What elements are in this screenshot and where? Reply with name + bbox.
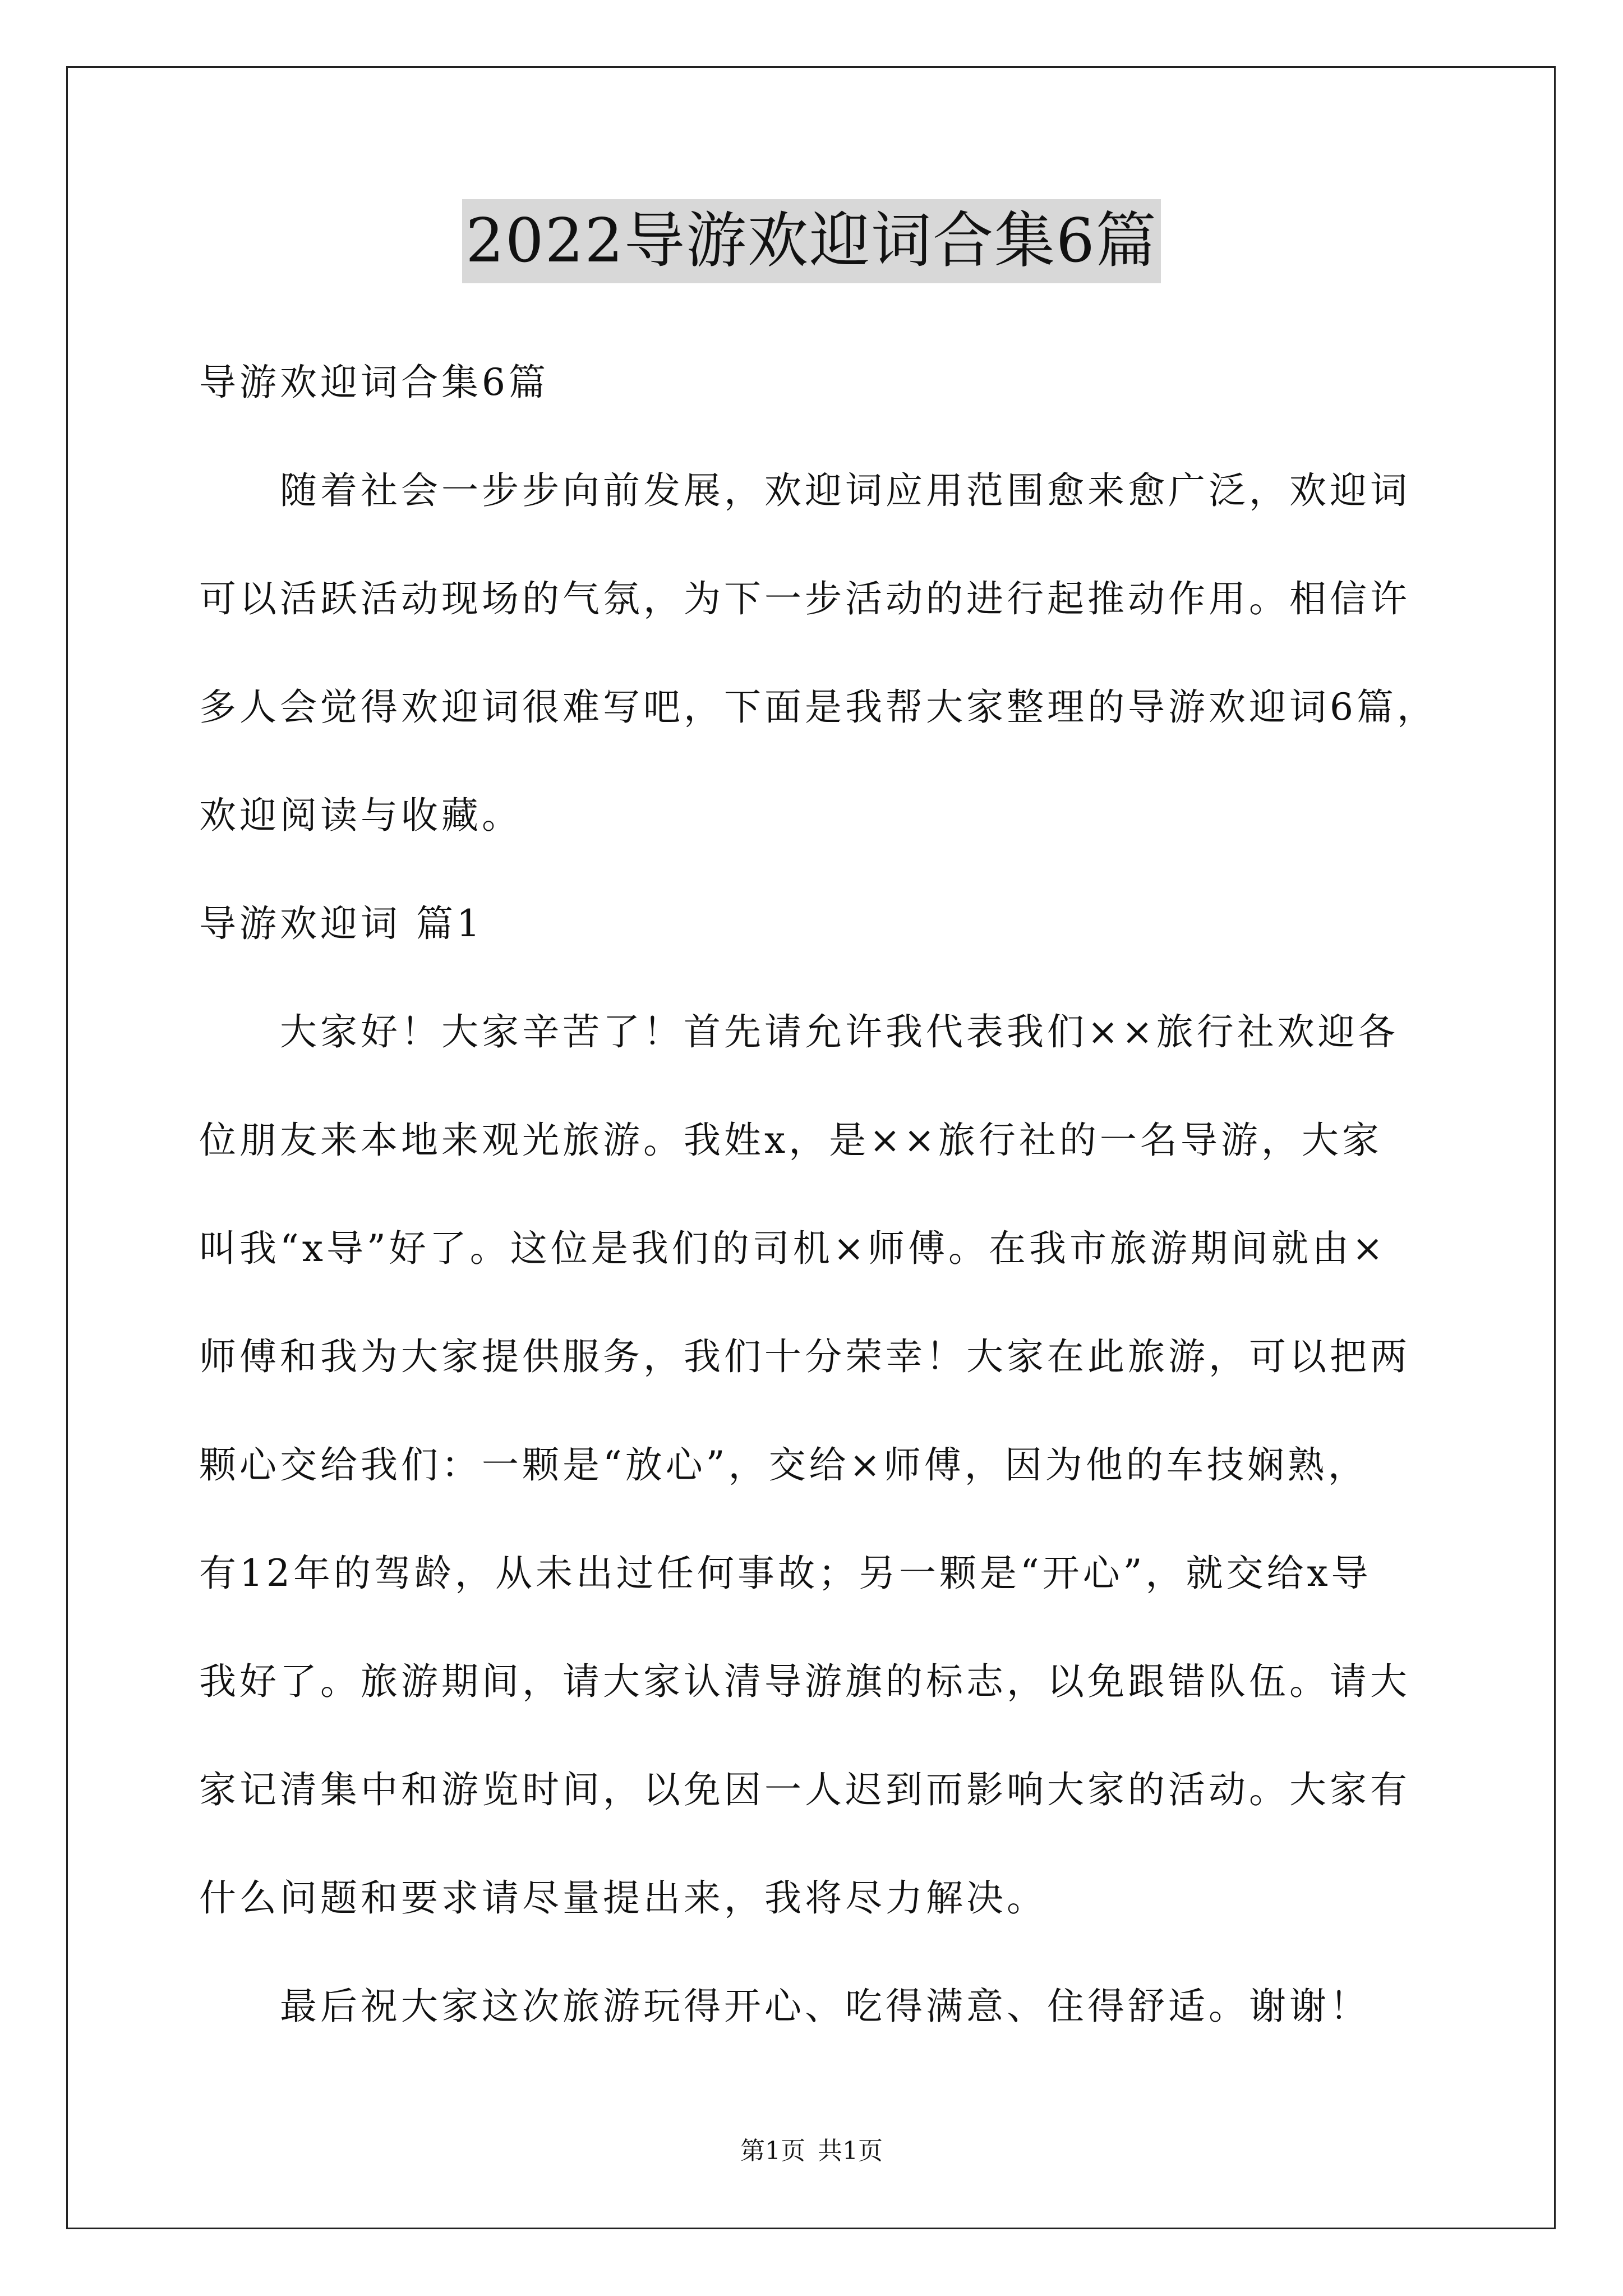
page-total: 共1页 bbox=[818, 2137, 883, 2165]
closing-line: 最后祝大家这次旅游玩得开心、吃得满意、住得舒适。谢谢！ bbox=[280, 1985, 1370, 2028]
body-line-5: 颗心交给我们：一颗是“放心”，交给×师傅，因为他的车技娴熟， bbox=[199, 1443, 1368, 1487]
page-number: 第1页 bbox=[740, 2137, 805, 2165]
section-heading: 导游欢迎词 篇1 bbox=[199, 902, 483, 945]
title-container bbox=[0, 199, 1623, 283]
subtitle: 导游欢迎词合集6篇 bbox=[199, 361, 549, 404]
intro-line-1: 随着社会一步步向前发展，欢迎词应用范围愈来愈广泛，欢迎词 bbox=[280, 469, 1410, 512]
body-line-9: 什么问题和要求请尽量提出来，我将尽力解决。 bbox=[199, 1876, 1047, 1920]
body-line-7: 我好了。旅游期间，请大家认清导游旗的标志，以免跟错队伍。请大 bbox=[199, 1660, 1410, 1703]
body-line-8: 家记清集中和游览时间，以免因一人迟到而影响大家的活动。大家有 bbox=[199, 1768, 1410, 1811]
body-line-6: 有12年的驾龄，从未出过任何事故；另一颗是“开心”，就交给x导 bbox=[199, 1552, 1372, 1595]
document-title: 2022导游欢迎词合集6篇 bbox=[462, 199, 1161, 283]
body-line-1: 大家好！大家辛苦了！首先请允许我代表我们××旅行社欢迎各 bbox=[280, 1010, 1399, 1053]
body-line-2: 位朋友来本地来观光旅游。我姓x，是××旅行社的一名导游，大家 bbox=[199, 1119, 1382, 1162]
body-line-3: 叫我“x导”好了。这位是我们的司机×师傅。在我市旅游期间就由× bbox=[199, 1227, 1387, 1270]
intro-line-3: 多人会觉得欢迎词很难写吧，下面是我帮大家整理的导游欢迎词6篇， bbox=[199, 685, 1437, 729]
body-line-4: 师傅和我为大家提供服务，我们十分荣幸！大家在此旅游，可以把两 bbox=[199, 1335, 1410, 1378]
intro-line-4: 欢迎阅读与收藏。 bbox=[199, 794, 522, 837]
page-footer bbox=[0, 2134, 1623, 2168]
intro-line-2: 可以活跃活动现场的气氛，为下一步活动的进行起推动作用。相信许 bbox=[199, 577, 1410, 620]
